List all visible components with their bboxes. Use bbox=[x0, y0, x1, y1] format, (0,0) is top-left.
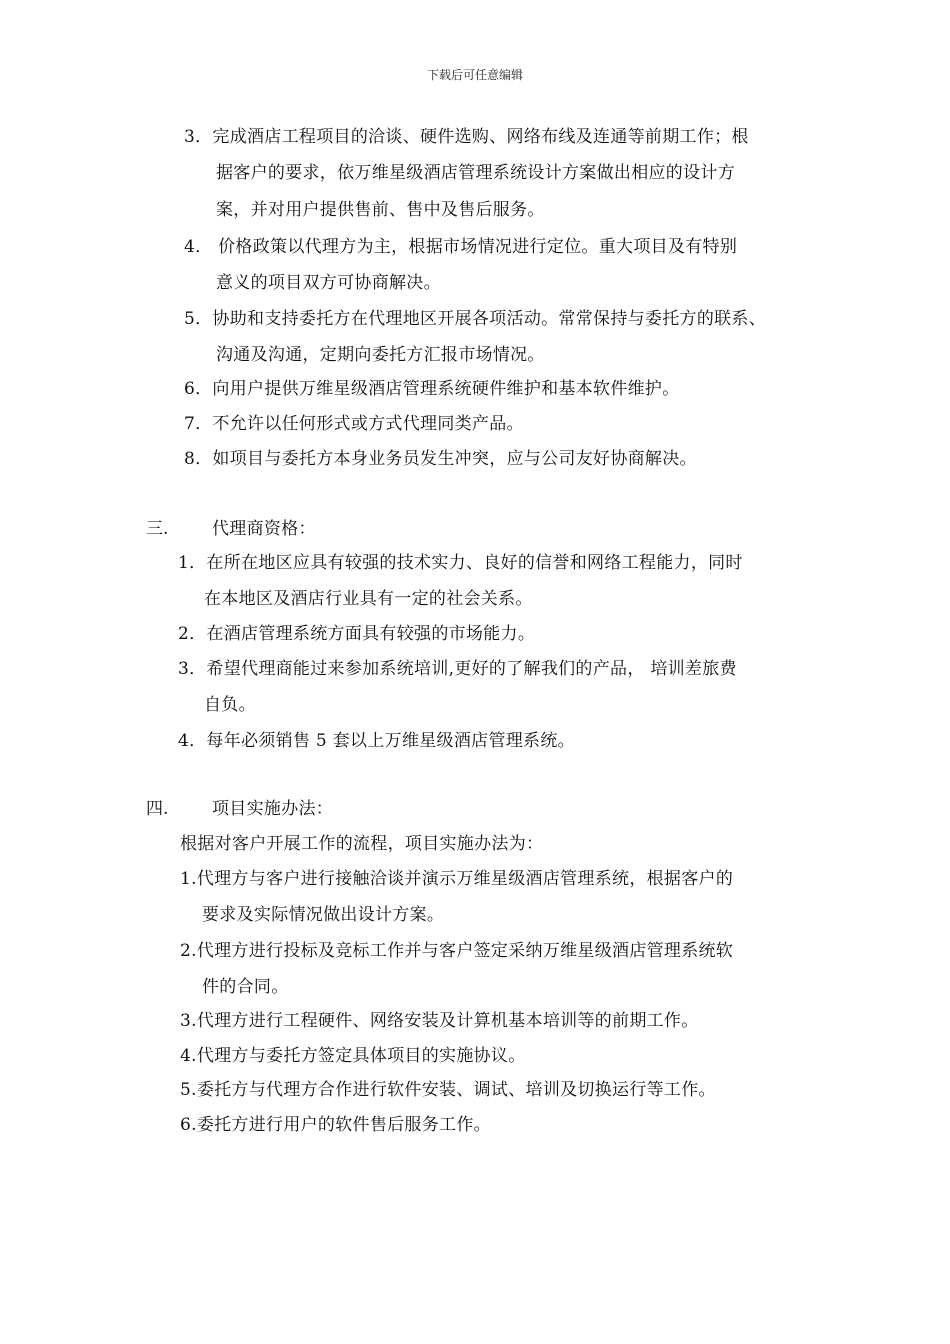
list-item-line: 意义的项目双方可协商解决。 bbox=[216, 273, 441, 293]
section-number: 三. bbox=[146, 519, 169, 539]
list-item-line: 4．每年必须销售 5 套以上万维星级酒店管理系统。 bbox=[178, 731, 575, 751]
list-item-line: 4.代理方与委托方签定具体项目的实施协议。 bbox=[180, 1046, 526, 1066]
page-header: 下载后可任意编辑 bbox=[426, 68, 523, 82]
list-item-line: 4． 价格政策以代理方为主，根据市场情况进行定位。重大项目及有特别 bbox=[184, 237, 738, 257]
list-item-line: 2.代理方进行投标及竞标工作并与客户签定采纳万维星级酒店管理系统软 bbox=[180, 941, 734, 961]
list-item-line: 5.委托方与代理方合作进行软件安装、调试、培训及切换运行等工作。 bbox=[180, 1080, 716, 1100]
list-item-line: 自负。 bbox=[204, 695, 256, 715]
section-title: 项目实施办法： bbox=[212, 799, 334, 819]
list-item-line: 在本地区及酒店行业具有一定的社会关系。 bbox=[204, 589, 533, 609]
list-item-line: 2．在酒店管理系统方面具有较强的市场能力。 bbox=[178, 624, 536, 644]
list-item-line: 1.代理方与客户进行接触洽谈并演示万维星级酒店管理系统，根据客户的 bbox=[180, 869, 734, 889]
list-item-line: 据客户的要求，依万维星级酒店管理系统设计方案做出相应的设计方 bbox=[216, 163, 735, 183]
list-item-line: 要求及实际情况做出设计方案。 bbox=[202, 905, 445, 925]
list-item-line: 件的合同。 bbox=[202, 977, 289, 997]
list-item-line: 案，并对用户提供售前、售中及售后服务。 bbox=[216, 200, 545, 220]
list-item-line: 6.委托方进行用户的软件售后服务工作。 bbox=[180, 1115, 491, 1135]
list-item-line: 3．希望代理商能过来参加系统培训,更好的了解我们的产品， 培训差旅费 bbox=[178, 659, 737, 679]
list-item-line: 5．协助和支持委托方在代理地区开展各项活动。常常保持与委托方的联系、 bbox=[184, 309, 767, 329]
list-item-line: 1．在所在地区应具有较强的技术实力、良好的信誉和网络工程能力，同时 bbox=[178, 553, 743, 573]
list-item-line: 沟通及沟通，定期向委托方汇报市场情况。 bbox=[216, 345, 545, 365]
list-item-line: 8．如项目与委托方本身业务员发生冲突，应与公司友好协商解决。 bbox=[184, 449, 697, 469]
list-item-line: 7．不允许以任何形式或方式代理同类产品。 bbox=[184, 414, 524, 434]
section-title: 代理商资格： bbox=[212, 519, 316, 539]
section-number: 四. bbox=[146, 799, 169, 819]
list-item-line: 3.代理方进行工程硬件、网络安装及计算机基本培训等的前期工作。 bbox=[180, 1011, 699, 1031]
section-intro: 根据对客户开展工作的流程，项目实施办法为： bbox=[180, 834, 544, 854]
list-item-line: 6．向用户提供万维星级酒店管理系统硬件维护和基本软件维护。 bbox=[184, 379, 680, 399]
list-item-line: 3．完成酒店工程项目的洽谈、硬件选购、网络布线及连通等前期工作；根 bbox=[184, 127, 749, 147]
